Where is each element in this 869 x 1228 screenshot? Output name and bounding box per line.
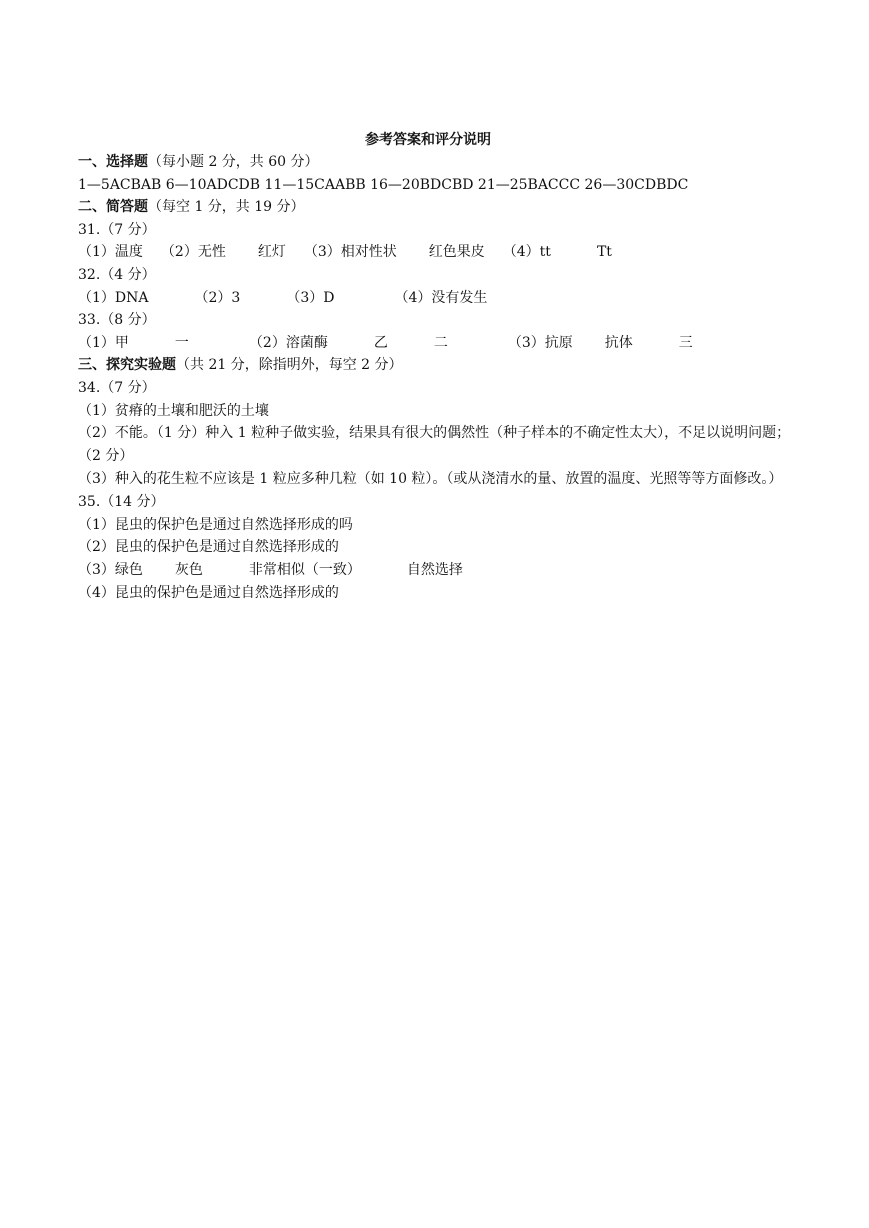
q35-answer-2: （2）昆虫的保护色是通过自然选择形成的	[78, 539, 339, 556]
q31-answer: （3）相对性状	[303, 244, 397, 261]
q34-answer-2: （2）不能。（1 分）种入 1 粒种子做实验，结果具有很大的偶然性（种子样本的不确定性太大），不足以说明问题；（2 分）	[78, 425, 791, 465]
q32-answers	[78, 287, 798, 310]
q33-answers	[78, 332, 798, 355]
section-1-header	[78, 151, 798, 174]
q33-label: 33.（8 分）	[78, 312, 156, 329]
q33-answer: （1）甲	[78, 334, 129, 351]
q31-answer: （1）温度	[78, 244, 143, 261]
q35-answer: 自然选择	[406, 561, 463, 578]
q31-answers	[78, 241, 798, 264]
q32-answer: （1）DNA	[78, 289, 149, 306]
q33-answer: 乙	[373, 334, 388, 351]
q31-answer: Tt	[596, 244, 612, 261]
q33-answer: 一	[174, 334, 189, 351]
q33-answer: （2）溶菌酶	[248, 334, 328, 351]
q31-answer: （2）无性	[160, 244, 226, 261]
q35-answer: 灰色	[174, 561, 203, 578]
section-1-heading: 一、选择题	[78, 154, 148, 170]
page-title: 参考答案和评分说明	[365, 132, 491, 148]
q31-answer: 红色果皮	[428, 244, 485, 261]
q33-answer: （3）抗原	[507, 334, 573, 351]
choice-answers: 1—5ACBAB 6—10ADCDB 11—15CAABB 16—20BDCBD 21—25BACCC 26—30CDBDC	[78, 176, 689, 193]
q33-answer: 抗体	[604, 334, 633, 351]
q35-answer: （3）绿色	[78, 561, 143, 578]
q32-answer: （4）没有发生	[394, 289, 488, 306]
q32-answer: （3）D	[286, 289, 335, 306]
section-2-header	[78, 196, 798, 219]
answer-sheet	[78, 129, 798, 604]
section-3-note: （共 21 分，除指明外，每空 2 分）	[176, 357, 403, 374]
q33-answer: 二	[433, 334, 448, 351]
section-3-header	[78, 354, 798, 377]
q35-answer: 非常相似（一致）	[248, 561, 361, 578]
section-2-heading: 二、简答题	[78, 199, 148, 216]
q35-answer-3	[78, 559, 798, 582]
section-1-note: （每小题 2 分，共 60 分）	[148, 154, 319, 170]
section-3-heading: 三、探究实验题	[78, 357, 176, 374]
q34-label: 34.（7 分）	[78, 379, 156, 396]
q33-answer: 三	[678, 334, 693, 351]
q35-answer-1: （1）昆虫的保护色是通过自然选择形成的吗	[78, 516, 353, 533]
q32-answer: （2）3	[194, 289, 241, 306]
q34-answer-1: （1）贫瘠的土壤和肥沃的土壤	[78, 402, 269, 419]
q32-label: 32.（4 分）	[78, 266, 156, 283]
section-2-note: （每空 1 分，共 19 分）	[148, 199, 305, 216]
q31-label: 31.（7 分）	[78, 221, 156, 238]
q35-answer-4: （4）昆虫的保护色是通过自然选择形成的	[78, 584, 339, 601]
q31-answer: （4）tt	[502, 244, 551, 261]
q31-answer: 红灯	[257, 244, 286, 261]
q35-label: 35.（14 分）	[78, 494, 165, 511]
q34-answer-3: （3）种入的花生粒不应该是 1 粒应多种几粒（如 10 粒）。（或从浇清水的量、放置的温度、光照等等方面修改。）	[78, 471, 783, 488]
